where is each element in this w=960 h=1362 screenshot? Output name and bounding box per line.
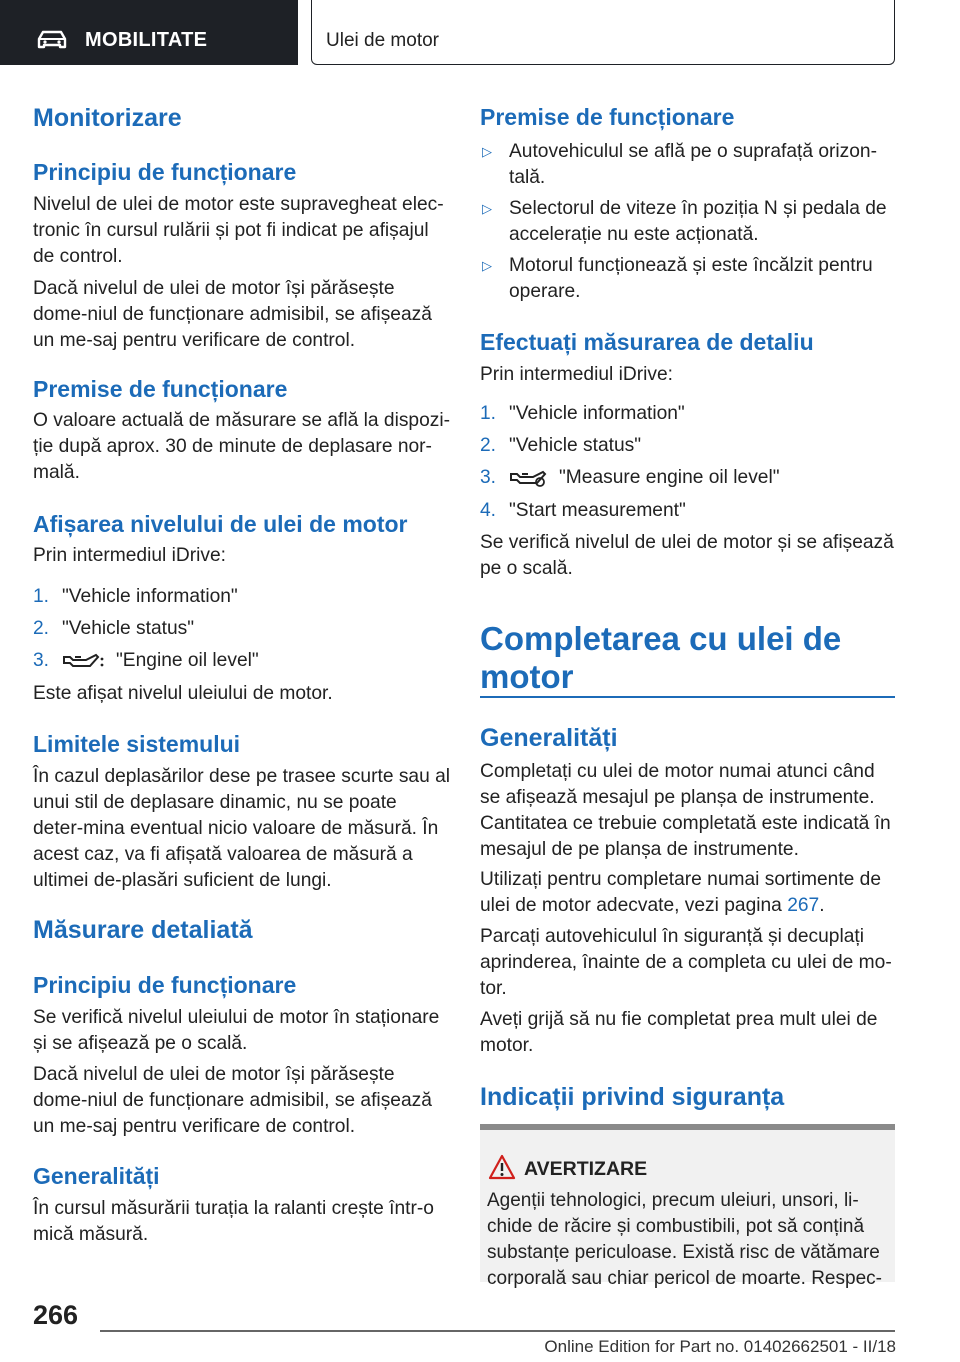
heading-efectuati: Efectuați măsurarea de detaliu xyxy=(480,329,814,355)
bullet-icon: ▷ xyxy=(482,144,492,159)
paragraph-12: Completați cu ulei de motor numai atunci când se afișează mesajul pe planșa de instrumente. Cantitatea ce trebuie completată este indicată în mesajul de pe planșa de instrumente. xyxy=(480,761,891,860)
warning-icon xyxy=(488,1154,516,1180)
section-tab xyxy=(0,0,298,65)
section-rule xyxy=(480,696,895,698)
oil-measure-icon xyxy=(509,468,547,488)
bullet-item: Autovehiculul se află pe o suprafață orizon-tală. xyxy=(509,141,877,188)
paragraph-13-text: Utilizați pentru completare numai sortimente de ulei de motor adecvate, vezi pagina xyxy=(480,869,881,916)
paragraph-5: Este afișat nivelul uleiului de motor. xyxy=(33,683,333,704)
paragraph-15: Aveți grijă să nu fie completat prea mult ulei de motor. xyxy=(480,1009,878,1056)
heading-limitele: Limitele sistemului xyxy=(33,731,241,757)
bullet-item: Motorul funcționează și este încălzit pentru operare. xyxy=(509,255,873,302)
paragraph-6: În cazul deplasărilor dese pe trasee scurte sau al unui stil de deplasare dinamic, nu se poate deter-mina eventual nicio valoare de măsură. În acest caz, va fi afișată valoarea de măsură a ultimei de-plasări suficient de lungi. xyxy=(33,766,451,891)
list-number: 1. xyxy=(480,403,497,424)
topic-tab xyxy=(311,0,895,65)
list-item: "Vehicle information" xyxy=(509,403,685,424)
page-number: 266 xyxy=(33,1300,79,1330)
paragraph-8: Dacă nivelul de ulei de motor își părăsește dome-niul de funcționare admisibil, se afișează un me-saj pentru verificare de control. xyxy=(33,1064,432,1137)
warning-text: Agenții tehnologici, precum uleiuri, unsori, li-chide de răcire și combustibili, pot să conțină substanțe periculoase. Există risc de vătămare corporală sau chiar pericol de moarte. Respec- xyxy=(487,1190,882,1289)
list-item xyxy=(509,465,780,491)
paragraph-3: O valoare actuală de măsurare se află la dispozi-ție după aprox. 30 de minute de deplasare nor-mală. xyxy=(33,410,451,483)
paragraph-2: Dacă nivelul de ulei de motor își părăsește dome-niul de funcționare admisibil, se afișează un me-saj pentru verificare de control. xyxy=(33,278,432,351)
list-item xyxy=(62,648,259,674)
list-number: 2. xyxy=(480,435,497,456)
list-item: "Vehicle status" xyxy=(509,435,642,456)
paragraph-1: Nivelul de ulei de motor este supravegheat elec-tronic în cursul rulării și pot fi indicat pe afișajul de control. xyxy=(33,194,444,267)
list-item: "Vehicle information" xyxy=(62,586,238,607)
list-number: 2. xyxy=(33,618,50,639)
paragraph-10: Prin intermediul iDrive: xyxy=(480,364,673,385)
topic-label: Ulei de motor xyxy=(326,30,439,51)
list-number: 3. xyxy=(480,467,497,488)
heading-premise-1: Premise de funcționare xyxy=(33,376,288,402)
heading-indicatii: Indicații privind siguranța xyxy=(480,1083,785,1111)
paragraph-13 xyxy=(480,867,895,919)
list-number: 1. xyxy=(33,586,50,607)
heading-generalitati-1: Generalități xyxy=(33,1163,160,1189)
paragraph-13-end: . xyxy=(819,895,825,916)
heading-completarea: Completarea cu ulei de motor xyxy=(480,620,842,695)
section-label: MOBILITATE xyxy=(85,29,208,51)
list-number: 3. xyxy=(33,650,50,671)
heading-premise-2: Premise de funcționare xyxy=(480,104,735,130)
list-item-text: "Engine oil level" xyxy=(116,650,259,671)
list-number: 4. xyxy=(480,500,497,521)
bullet-item: Selectorul de viteze în poziția N și pedala de accelerație nu este acționată. xyxy=(509,198,887,245)
warning-title: AVERTIZARE xyxy=(524,1158,648,1180)
list-item: "Start measurement" xyxy=(509,500,686,521)
car-icon xyxy=(36,30,68,50)
paragraph-4: Prin intermediul iDrive: xyxy=(33,545,226,566)
heading-masurare: Măsurare detaliată xyxy=(33,916,253,944)
heading-afisarea: Afișarea nivelului de ulei de motor xyxy=(33,511,408,537)
heading-monitorizare: Monitorizare xyxy=(33,104,182,132)
page-link[interactable]: 267 xyxy=(787,895,820,916)
paragraph-11: Se verifică nivelul de ulei de motor și se afișează pe o scală. xyxy=(480,532,894,579)
list-item-text: "Measure engine oil level" xyxy=(559,467,780,488)
heading-generalitati-2: Generalități xyxy=(480,724,618,752)
warning-box xyxy=(480,1124,895,1289)
bullet-icon: ▷ xyxy=(482,201,492,216)
list-item: "Vehicle status" xyxy=(62,618,195,639)
bullet-icon: ▷ xyxy=(482,258,492,273)
paragraph-14: Parcați autovehiculul în siguranță și decuplați aprinderea, înainte de a completa cu ulei de mo-tor. xyxy=(480,926,892,999)
heading-principiu-1: Principiu de funcționare xyxy=(33,159,297,185)
paragraph-9: În cursul măsurării turația la ralanti crește într-o mică măsură. xyxy=(33,1198,434,1245)
footer-rule xyxy=(100,1330,895,1332)
oil-can-icon xyxy=(62,651,104,671)
paragraph-7: Se verifică nivelul uleiului de motor în staționare și se afișează pe o scală. xyxy=(33,1007,440,1054)
footer-edition: Online Edition for Part no. 01402662501 - II/18 xyxy=(544,1337,896,1356)
heading-principiu-2: Principiu de funcționare xyxy=(33,972,297,998)
